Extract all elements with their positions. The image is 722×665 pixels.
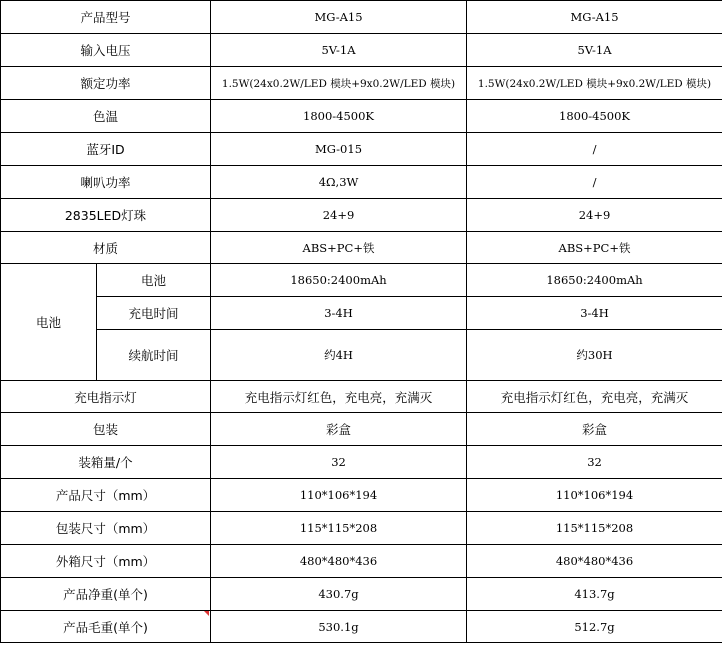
value-cell: 彩盒 — [211, 413, 467, 446]
table-row — [1, 100, 722, 133]
value-cell: 110*106*194 — [211, 479, 467, 512]
value-cell: 5V-1A — [211, 34, 467, 67]
value-cell: 413.7g — [467, 578, 722, 611]
value-cell: 480*480*436 — [467, 545, 722, 578]
row-label: 充电指示灯 — [1, 381, 211, 413]
value-cell: 110*106*194 — [467, 479, 722, 512]
value-cell: 1800-4500K — [211, 100, 467, 133]
table-row — [1, 297, 722, 330]
table-row — [1, 330, 722, 381]
row-label: 充电时间 — [97, 297, 211, 330]
value-cell: 1.5W(24x0.2W/LED 模块+9x0.2W/LED 模块) — [211, 67, 467, 100]
value-cell: 24+9 — [467, 199, 722, 232]
value-cell: 充电指示灯红色，充电亮，充满灭 — [211, 381, 467, 413]
table-row — [1, 264, 722, 297]
battery-group-label: 电池 — [1, 264, 97, 381]
table-row — [1, 232, 722, 264]
row-label: 续航时间 — [97, 330, 211, 381]
value-cell: 1800-4500K — [467, 100, 722, 133]
row-label: 装箱量/个 — [1, 446, 211, 479]
value-cell: 32 — [211, 446, 467, 479]
row-label: 蓝牙ID — [1, 133, 211, 166]
value-cell: 430.7g — [211, 578, 467, 611]
table-row — [1, 34, 722, 67]
row-label: 包装尺寸（mm） — [1, 512, 211, 545]
value-cell: 3-4H — [467, 297, 722, 330]
value-cell: / — [467, 166, 722, 199]
table-row — [1, 166, 722, 199]
table-row — [1, 545, 722, 578]
table-row — [1, 512, 722, 545]
row-label: 2835LED灯珠 — [1, 199, 211, 232]
value-cell: 18650:2400mAh — [211, 264, 467, 297]
value-cell: 480*480*436 — [211, 545, 467, 578]
value-cell: 1.5W(24x0.2W/LED 模块+9x0.2W/LED 模块) — [467, 67, 722, 100]
row-label: 产品净重(单个) — [1, 578, 211, 611]
value-cell: MG-015 — [211, 133, 467, 166]
row-label: 产品尺寸（mm） — [1, 479, 211, 512]
row-label: 产品毛重(单个) — [1, 611, 211, 643]
value-cell: 约30H — [467, 330, 722, 381]
table-row — [1, 446, 722, 479]
value-cell: 5V-1A — [467, 34, 722, 67]
table-row — [1, 133, 722, 166]
value-cell: ABS+PC+铁 — [211, 232, 467, 264]
row-label: 外箱尺寸（mm） — [1, 545, 211, 578]
row-label: 包装 — [1, 413, 211, 446]
value-cell: 115*115*208 — [211, 512, 467, 545]
table-row — [1, 67, 722, 100]
value-cell: 约4H — [211, 330, 467, 381]
table-row — [1, 413, 722, 446]
value-cell: 充电指示灯红色，充电亮，充满灭 — [467, 381, 722, 413]
row-label: 材质 — [1, 232, 211, 264]
value-cell: 3-4H — [211, 297, 467, 330]
value-cell: ABS+PC+铁 — [467, 232, 722, 264]
row-label: 输入电压 — [1, 34, 211, 67]
table-row — [1, 479, 722, 512]
row-label: 电池 — [97, 264, 211, 297]
table-row — [1, 578, 722, 611]
value-cell: 24+9 — [211, 199, 467, 232]
row-label: 色温 — [1, 100, 211, 133]
table-row — [1, 1, 722, 34]
value-cell: 530.1g — [211, 611, 467, 643]
table-row — [1, 611, 722, 643]
value-cell: 115*115*208 — [467, 512, 722, 545]
value-cell: 彩盒 — [467, 413, 722, 446]
value-cell: MG-A15 — [467, 1, 722, 34]
value-cell: 32 — [467, 446, 722, 479]
value-cell: 512.7g — [467, 611, 722, 643]
value-cell: MG-A15 — [211, 1, 467, 34]
value-cell: 4Ω,3W — [211, 166, 467, 199]
value-cell: / — [467, 133, 722, 166]
value-cell: 18650:2400mAh — [467, 264, 722, 297]
table-row — [1, 381, 722, 413]
row-label: 额定功率 — [1, 67, 211, 100]
row-label: 喇叭功率 — [1, 166, 211, 199]
row-label: 产品型号 — [1, 1, 211, 34]
table-row — [1, 199, 722, 232]
